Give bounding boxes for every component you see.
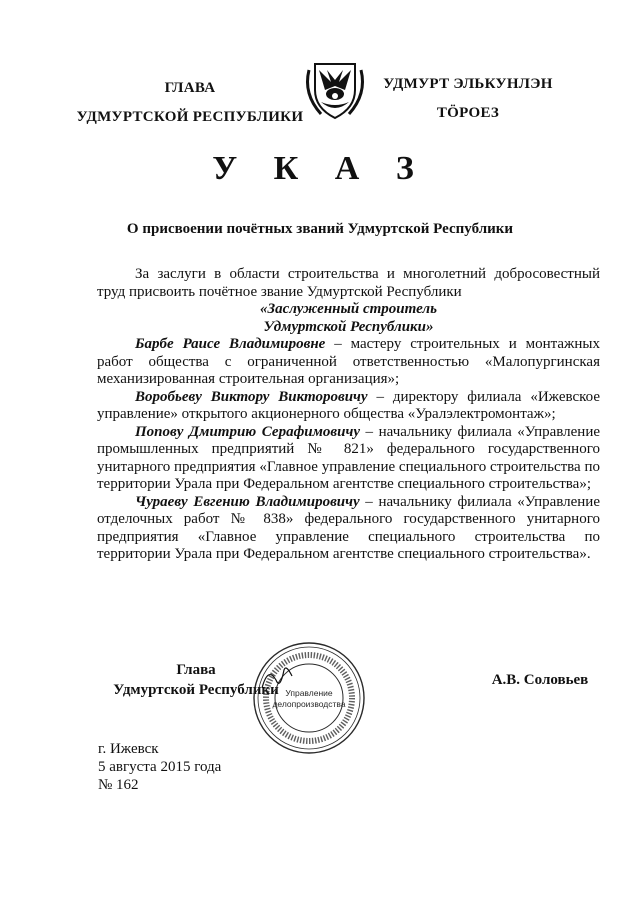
intro-paragraph: За заслуги в области строительства и многолетний добросовестный труд присвоить почётное звание Удмуртской Республики	[97, 266, 600, 300]
footer-city: г. Ижевск	[98, 741, 159, 757]
recipient-name: Попову Дмитрию Серафимовичу	[135, 423, 360, 440]
recipient-name: Барбе Раисе Владимировне	[135, 336, 326, 352]
signature-title-line1: Глава	[176, 662, 216, 678]
header-right	[368, 70, 568, 128]
document-footer	[98, 740, 298, 794]
header-right-line2: ТӦРОЕЗ	[436, 105, 500, 121]
udmurt-coat-of-arms-icon	[301, 56, 369, 122]
signer-name: А.В. Соловьев	[491, 672, 589, 688]
recipient-item	[97, 494, 600, 564]
document-type-title: У К А З	[212, 150, 428, 187]
header-right-line1: УДМУРТ ЭЛЬКУНЛЭН	[383, 76, 553, 92]
handwritten-signature	[258, 660, 298, 694]
recipient-item	[97, 336, 600, 389]
recipient-name: Воробьеву Виктору Викторовичу	[135, 388, 368, 405]
recipient-position: – мастеру строительных и монтажных работ общества с ограниченной ответственностью «Малопургинская механизированная строительная организация»;	[97, 336, 600, 387]
stamp-center-line1: Управление	[285, 688, 333, 698]
recipient-position: – директору филиала «Ижевское управление» открытого акционерного общества «Уралэлектромонтаж»;	[97, 388, 601, 422]
signature-title-line2: Удмуртской Республики	[113, 682, 279, 698]
office-stamp	[251, 640, 367, 756]
footer-number: № 162	[98, 777, 139, 793]
recipient-item	[97, 424, 600, 494]
recipient-position: – начальнику филиала «Управление отделочных работ № 838» федерального государственного унитарного предприятия «Главное управление специального строительства по территории Урала при Федеральном агентстве специального строительства».	[97, 493, 600, 562]
header-left-line1: ГЛАВА	[164, 80, 216, 96]
recipient-name: Чураеву Евгению Владимировичу	[135, 493, 360, 510]
header-left-line2: УДМУРТСКОЙ РЕСПУБЛИКИ	[76, 109, 304, 125]
document-subject: О присвоении почётных званий Удмуртской Республики	[126, 221, 514, 237]
stamp-center-line2: делопроизводства	[272, 699, 346, 709]
award-title-line1: «Заслуженный строитель	[260, 301, 437, 317]
award-title-line2: Удмуртской Республики»	[263, 318, 434, 335]
header-left	[70, 74, 310, 132]
recipient-item	[97, 389, 600, 424]
recipient-position: – начальнику филиала «Управление промышленных предприятий № 821» федерального государственного унитарного предприятия «Главное управление специального строительства по территории Урала при Федеральном агентстве специального строительства»;	[97, 423, 601, 492]
document-body	[97, 266, 600, 564]
footer-date: 5 августа 2015 года	[98, 759, 222, 775]
